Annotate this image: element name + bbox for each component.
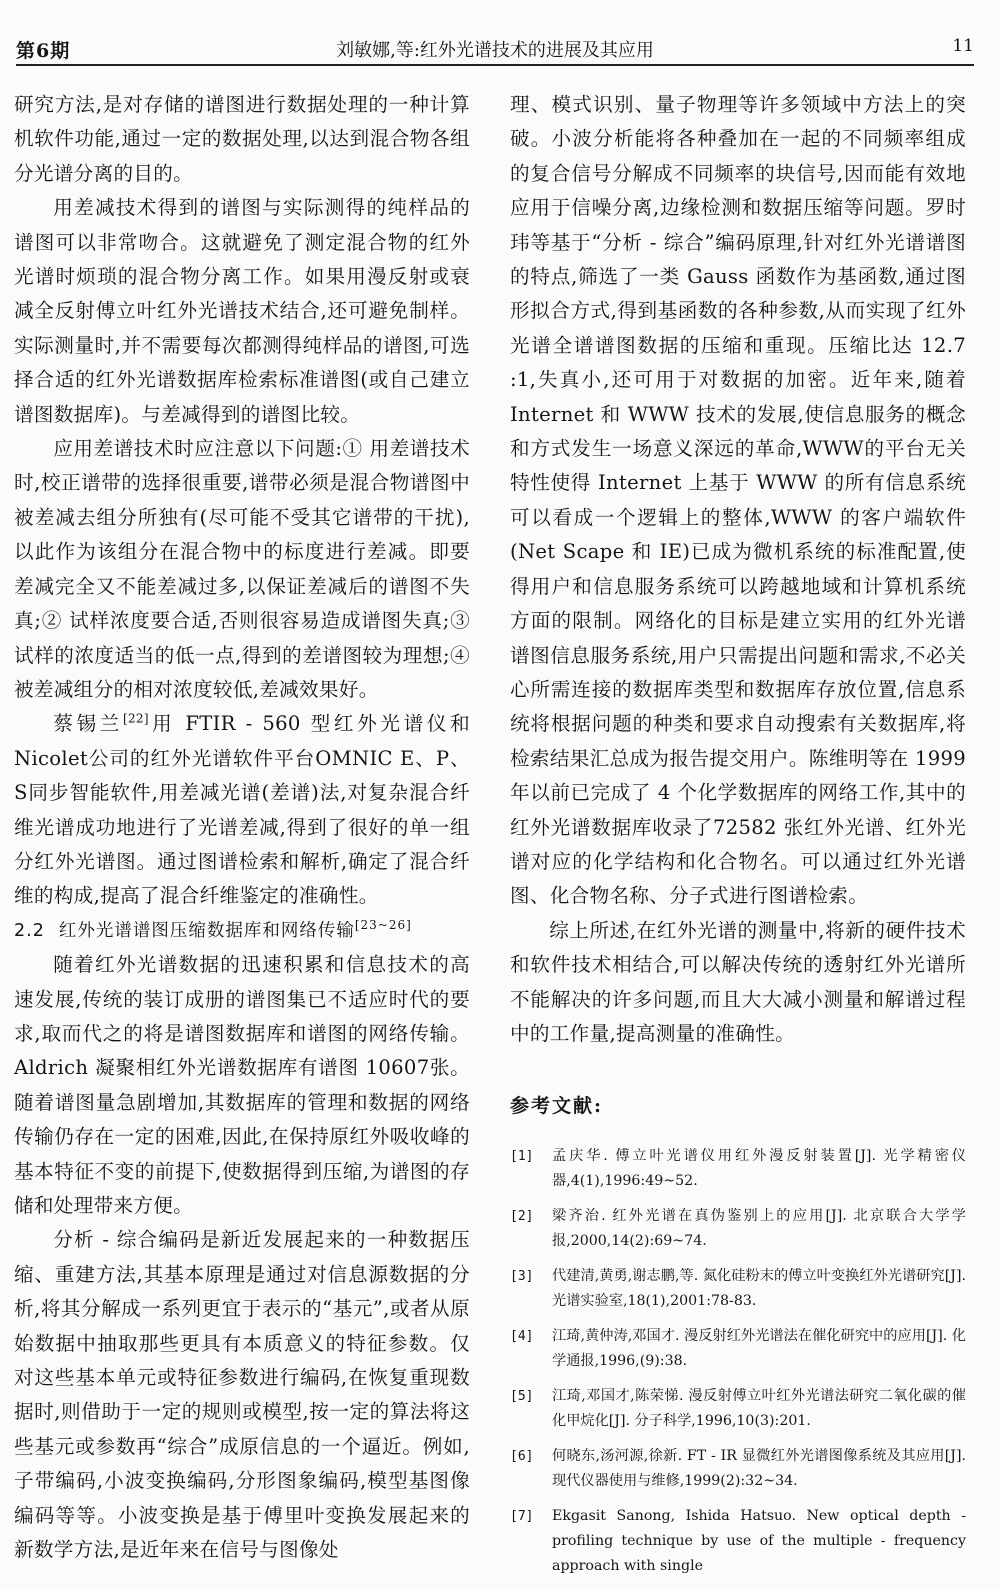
reference-number: [5]	[510, 1389, 534, 1405]
reference-text: 江琦,邓国才,陈荣悌. 漫反射傅立叶红外光谱法研究二氧化碳的催化甲烷化[J]. 分子科学,1996,10(3):201.	[552, 1388, 966, 1430]
section-number: 2.2	[14, 920, 45, 941]
paragraph	[14, 707, 470, 913]
left-column	[14, 88, 470, 1567]
section-heading	[14, 914, 470, 948]
reference-item	[510, 1144, 966, 1194]
paragraph: 理、模式识别、量子物理等许多领域中方法上的突破。小波分析能将各种叠加在一起的不同频率组成的复合信号分解成不同频率的块信号,因而能有效地应用于信噪分离,边缘检测和数据压缩等问题。罗时玮等基于“分析 - 综合”编码原理,针对红外光谱谱图的特点,筛选了一类 Gauss 函数作为基函数,通过图形拟合方式,得到基函数的各种参数,从而实现了红外光谱全谱谱图数据的压缩和重现。压缩比达 12.7 :1,失真小,还可用于对数据的加密。近年来,随着 Internet 和 WWW 技术的发展,使信息服务的概念和方式发生一场意义深远的革命,WWW的平台无关特性使得 Internet 上基于 WWW 的所有信息系统可以看成一个逻辑上的整体,WWW 的客户端软件(Net Scape 和 IE)已成为微机系统的标准配置,使得用户和信息服务系统可以跨越地域和计算机系统方面的限制。网络化的目标是建立实用的红外光谱谱图信息服务系统,用户只需提出问题和需求,不必关心所需连接的数据库类型和数据库存放位置,信息系统将根据问题的种类和要求自动搜索有关数据库,将检索结果汇总成为报告提交用户。陈维明等在 1999 年以前已完成了 4 个化学数据库的网络工作,其中的红外光谱数据库收录了72582 张红外光谱、红外光谱对应的化学结构和化合物名。可以通过红外光谱图、化合物名称、分子式进行图谱检索。	[510, 93, 966, 908]
page-header	[16, 30, 974, 66]
paragraph: 随着红外光谱数据的迅速积累和信息技术的高速发展,传统的装订成册的谱图集已不适应时代的要求,取而代之的将是谱图数据库和谱图的网络传输。Aldrich 凝聚相红外光谱数据库有谱图 10607张。随着谱图量急剧增加,其数据库的管理和数据的网络传输仍存在一定的困难,因此,在保持原红外吸收峰的基本特征不变的前提下,使数据得到压缩,为谱图的存储和处理带来方便。	[14, 953, 470, 1217]
reference-item	[510, 1324, 966, 1374]
reference-text: 孟庆华. 傅立叶光谱仪用红外漫反射装置[J]. 光学精密仪器,4(1),1996:49~52.	[552, 1148, 966, 1190]
reference-item	[510, 1204, 966, 1254]
reference-item	[510, 1384, 966, 1434]
reference-text: 江琦,黄仲涛,邓国才. 漫反射红外光谱法在催化研究中的应用[J]. 化学通报,1996,(9):38.	[552, 1328, 966, 1370]
right-column	[510, 88, 966, 1589]
paragraph: 分析 - 综合编码是新近发展起来的一种数据压缩、重建方法,其基本原理是通过对信息源数据的分析,将其分解成一系列更宜于表示的“基元”,或者从原始数据中抽取那些更具有本质意义的特征参数。仅对这些基本单元或特征参数进行编码,在恢复重现数据时,则借助于一定的规则或模型,按一定的算法将这些基元或参数再“综合”成原信息的一个逼近。例如,子带编码,小波变换编码,分形图象编码,模型基图像编码等等。小波变换是基于傅里叶变换发展起来的新数学方法,是近年来在信号与图像处	[14, 1228, 470, 1562]
paragraph: 研究方法,是对存储的谱图进行数据处理的一种计算机软件功能,通过一定的数据处理,以达到混合物各组分光谱分离的目的。	[14, 93, 470, 185]
reference-number: [3]	[510, 1269, 534, 1285]
citation: [23~26]	[354, 917, 412, 932]
reference-number: [2]	[510, 1209, 534, 1225]
paragraph: 应用差谱技术时应注意以下问题:① 用差谱技术时,校正谱带的选择很重要,谱带必须是混合物谱图中被差减去组分所独有(尽可能不受其它谱带的干扰),以此作为该组分在混合物中的标度进行差减。即要差减完全又不能差减过多,以保证差减后的谱图不失真;② 试样浓度要合适,否则很容易造成谱图失真;③ 试样的浓度适当的低一点,得到的差谱图较为理想;④ 被差减组分的相对浓度较低,差减效果好。	[14, 437, 470, 701]
paragraph: 用差减技术得到的谱图与实际测得的纯样品的谱图可以非常吻合。这就避免了测定混合物的红外光谱时烦琐的混合物分离工作。如果用漫反射或衰减全反射傅立叶红外光谱技术结合,还可避免制样。实际测量时,并不需要每次都测得纯样品的谱图,可选择合适的红外光谱数据库检索标准谱图(或自己建立谱图数据库)。与差减得到的谱图比较。	[14, 196, 470, 426]
reference-item	[510, 1264, 966, 1314]
reference-number: [6]	[510, 1449, 534, 1465]
reference-number: [1]	[510, 1149, 534, 1165]
reference-item	[510, 1444, 966, 1494]
paragraph: 综上所述,在红外光谱的测量中,将新的硬件技术和软件技术相结合,可以解决传统的透射红外光谱所不能解决的许多问题,而且大大减小测量和解谱过程中的工作量,提高测量的准确性。	[510, 918, 966, 1045]
reference-text: 梁齐治. 红外光谱在真伪鉴别上的应用[J]. 北京联合大学学报,2000,14(2):69~74.	[552, 1208, 966, 1250]
paragraph-text: 用 FTIR - 560 型红外光谱仪和 Nicolet公司的红外光谱软件平台OMNIC E、P、S同步智能软件,用差减光谱(差谱)法,对复杂混合纤维光谱成功地进行了光谱差减,得到了很好的单一组分红外光谱图。通过图谱检索和解析,确定了混合纤维的构成,提高了混合纤维鉴定的准确性。	[14, 712, 471, 908]
issue-number: 第6期	[16, 40, 71, 62]
reference-number: [4]	[510, 1329, 534, 1345]
running-title: 刘敏娜,等:红外光谱技术的进展及其应用	[336, 40, 654, 61]
references-heading: 参考文献:	[510, 1095, 604, 1118]
reference-number: [7]	[510, 1509, 534, 1525]
section-title: 红外光谱谱图压缩数据库和网络传输	[58, 920, 355, 941]
reference-item	[510, 1504, 966, 1579]
reference-text: 代建清,黄勇,谢志鹏,等. 氮化硅粉末的傅立叶变换红外光谱研究[J]. 光谱实验室,18(1),2001:78-83.	[552, 1268, 966, 1310]
reference-text: Ekgasit Sanong, Ishida Hatsuo. New optical depth - profiling technique by use of the multiple - frequency approach with single	[552, 1508, 966, 1575]
author-name: 蔡锡兰	[53, 712, 123, 736]
citation: [22]	[122, 711, 149, 726]
reference-text: 何晓东,汤河源,徐新. FT - IR 显微红外光谱图像系统及其应用[J]. 现代仪器使用与维修,1999(2):32~34.	[552, 1448, 966, 1490]
page-number: 11	[952, 36, 974, 56]
reference-list	[510, 1144, 966, 1579]
